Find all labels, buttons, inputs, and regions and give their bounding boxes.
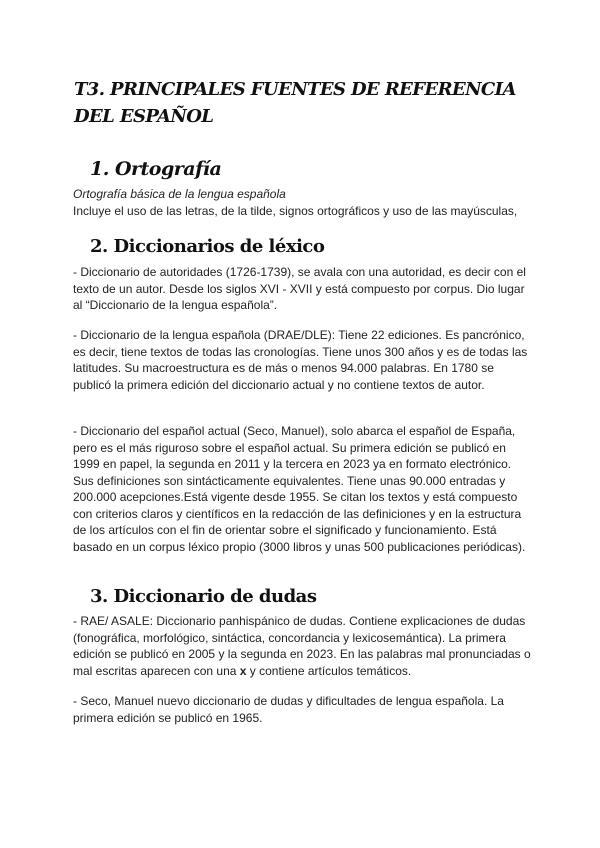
section-text: Incluye el uso de las letras, de la tilde, signos ortográficos y uso de las mayúsculas, — [73, 204, 518, 218]
section-subtitle: Ortografía básica de la lengua española — [73, 187, 286, 201]
paragraph-autoridades: - Diccionario de autoridades (1726-1739), se avala con una autoridad, es decir con el texto de un autor. Desde los siglos XVI - XVII y está compuesto por corpus. Dio lugar al “Diccionario de la lengua española”. — [73, 265, 526, 312]
paragraph-espanol-actual: - Diccionario del español actual (Seco, Manuel), solo abarca el español de España, pero es el más riguroso sobre el español actual. Su primera edición se publicó en 1999 en papel, la segunda en 2011 y la tercera en 2023 ya en formato electrónico. Sus definiciones son sintácticamente equivalentes. Tiene unas 90.000 entradas y 200.000 acepciones.Está vigente desde 1955. Se citan los textos y está compuesto con criterios claros y científicos en la redacción de las definiciones y en la estructura de los artículos con el fin de orientar sobre el significado y funcionamiento. Está basado en un corpus léxico propio (3000 libros y unas 500 publicaciones periódicas). — [73, 424, 526, 554]
paragraph-text-end: y contiene artículos temáticos. — [246, 663, 412, 678]
section-heading-ortografia: 1. Ortografía — [90, 158, 222, 180]
paragraph-seco: - Seco, Manuel nuevo diccionario de dudas y dificultades de lengua española. La primera edición se publicó en 1965. — [73, 694, 504, 725]
section-heading-diccionarios-lexico: 2. Diccionarios de léxico — [90, 236, 325, 257]
paragraph-rae-asale — [73, 613, 533, 679]
paragraph-drae: - Diccionario de la lengua española (DRAE/DLE): Tiene 22 ediciones. Es pancrónico, es decir, tiene textos de todas las cronologías. Tiene unos 300 años y es de todas las latitudes. Su macroestructura es de más o menos 94.000 palabras. En 1780 se publicó la primera edición del diccionario actual y no contiene textos de autor. — [73, 328, 528, 392]
paragraph-text: - RAE/ ASALE: Diccionario panhispánico de dudas. Contiene explicaciones de dudas (fonográfica, morfológico, sintáctica, concordancia y lexicosemántica). La primera edición se publicó en 2005 y la segunda en 2023. En las palabras mal pronunciadas o mal escritas aparecen con una — [73, 614, 531, 678]
mark-x: x — [239, 663, 247, 678]
section-heading-diccionario-dudas: 3. Diccionario de dudas — [90, 586, 317, 607]
document-title: T3. PRINCIPALES FUENTES DE REFERENCIA DEL ESPAÑOL — [74, 79, 516, 127]
